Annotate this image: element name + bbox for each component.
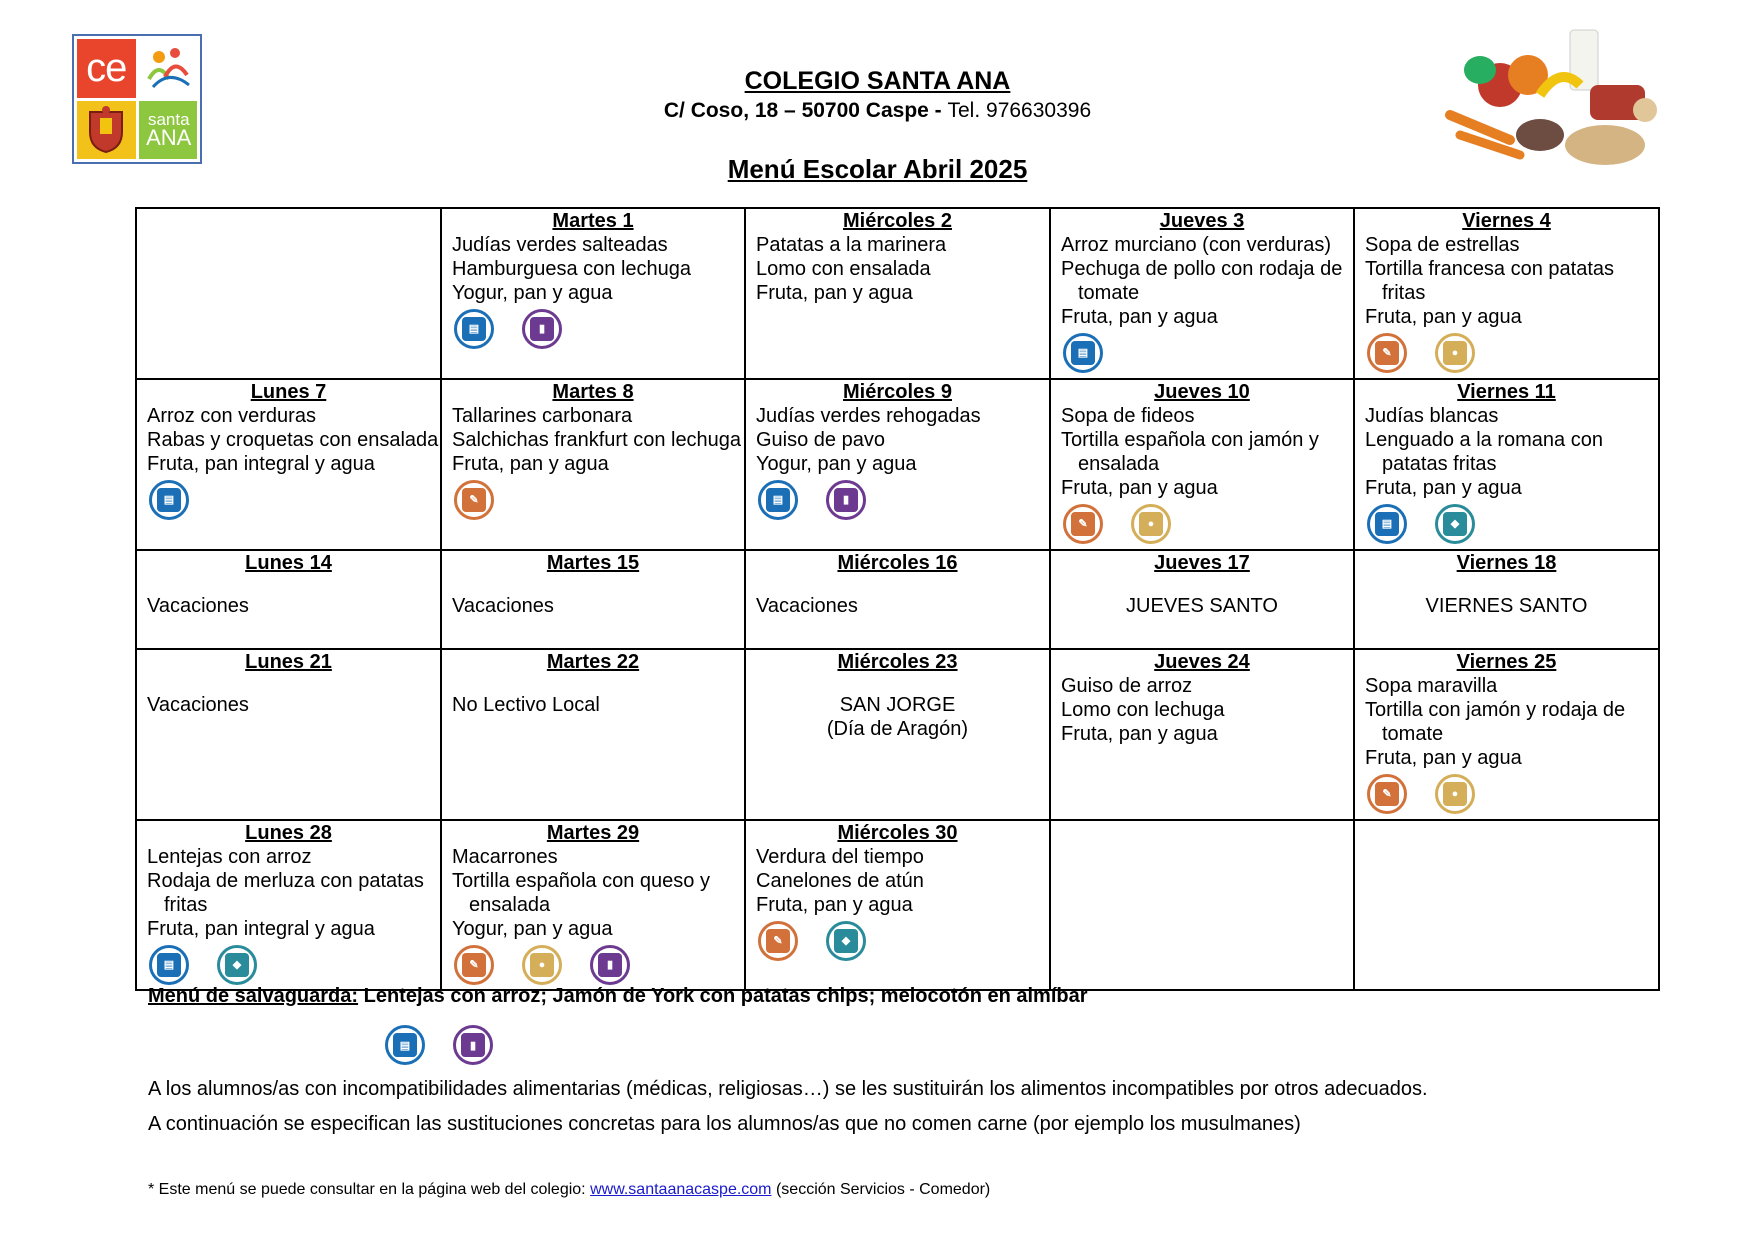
allergen-icons [756,921,1049,961]
day-cell [136,649,441,820]
day-cell [441,550,745,649]
day-cell [441,379,745,550]
gluten-icon-glyph: ✎ [1071,512,1095,536]
dish-item: Yogur, pan y agua [452,282,613,304]
day-heading: Jueves 3 [1159,210,1245,232]
day-cell [136,820,441,990]
dish-item: Lomo con lechuga [1061,699,1225,721]
day-cell [441,820,745,990]
dish-item: Fruta, pan y agua [756,894,913,916]
footer-suffix: (sección Servicios - Comedor) [771,1181,991,1198]
sulfitos-icon-glyph: ▤ [157,953,181,977]
empty-day-cell [1050,820,1354,990]
sulfitos-allergen-icon [385,1025,425,1065]
day-heading: Miércoles 23 [837,651,958,673]
safeguard-label: Menú de salvaguarda: [148,985,359,1007]
allergen-icons [756,480,1049,520]
day-heading: Jueves 24 [1154,651,1250,673]
menu-title: Menú Escolar Abril 2025 [727,154,1028,184]
day-note: VIERNES SANTO [1425,595,1588,617]
safeguard-menu [148,985,1088,1008]
day-heading: Lunes 28 [245,822,332,844]
day-heading: Miércoles 30 [837,822,958,844]
lacteos-allergen-icon [590,945,630,985]
empty-day-cell [1354,820,1659,990]
dish-item: Tortilla con jamón y rodaja de tomate [1365,699,1626,745]
huevo-icon-glyph: ● [530,953,554,977]
safeguard-icons [383,1025,493,1065]
lacteos-allergen-icon [522,309,562,349]
dish-item: Macarrones [452,846,558,868]
day-heading: Lunes 7 [250,381,327,403]
allergen-icons [452,945,744,985]
dish-item: Sopa de estrellas [1365,234,1520,256]
day-cell [745,208,1050,379]
logo-santa-text: santa [147,109,190,129]
day-heading: Viernes 18 [1456,552,1557,574]
dish-item: Fruta, pan y agua [1365,306,1522,328]
day-note: JUEVES SANTO [1126,595,1278,617]
sulfitos-allergen-icon [1063,333,1103,373]
day-cell [745,379,1050,550]
pescado-icon-glyph: ◆ [225,953,249,977]
lacteos-icon-glyph: ▮ [834,488,858,512]
dish-item: Tallarines carbonara [452,405,633,427]
dish-item: Arroz con verduras [147,405,316,427]
allergen-icons [147,945,440,985]
allergen-icons [1061,333,1353,373]
pescado-icon-glyph: ◆ [1443,512,1467,536]
day-cell [1354,208,1659,379]
logo-ce-text: ce [86,45,127,90]
gluten-allergen-icon [758,921,798,961]
sulfitos-icon-glyph: ▤ [1375,512,1399,536]
day-cell [441,208,745,379]
day-cell [136,379,441,550]
dish-item: Lenguado a la romana con patatas fritas [1365,429,1603,475]
safeguard-text: Lentejas con arroz; Jamón de York con patatas chips; melocotón en almíbar [358,985,1088,1007]
dish-item: Fruta, pan y agua [1061,723,1218,745]
school-street: C/ Coso, 18 – 50700 Caspe - [663,99,948,122]
dish-item: Judías blancas [1365,405,1499,427]
week-row [136,550,1659,649]
day-heading: Martes 8 [552,381,634,403]
dish-item: Lentejas con arroz [147,846,312,868]
day-cell [745,820,1050,990]
day-heading: Viernes 25 [1456,651,1557,673]
week-row [136,379,1659,550]
dish-item: Canelones de atún [756,870,924,892]
website-link[interactable]: www.santaanacaspe.com [590,1181,772,1198]
gluten-allergen-icon [1063,504,1103,544]
dish-item: Yogur, pan y agua [756,453,917,475]
sulfitos-icon-glyph: ▤ [462,317,486,341]
allergen-icons [1061,504,1353,544]
day-cell [1050,208,1354,379]
day-note: Vacaciones [147,595,249,617]
lacteos-allergen-icon [826,480,866,520]
footer-note [148,1181,990,1199]
day-note: SAN JORGE [839,694,956,716]
allergen-icons [452,309,744,349]
day-cell [1354,379,1659,550]
gluten-icon-glyph: ✎ [462,488,486,512]
sulfitos-icon-glyph: ▤ [766,488,790,512]
day-cell [441,649,745,820]
day-note: Vacaciones [147,694,249,716]
day-cell [1050,649,1354,820]
sulfitos-allergen-icon [454,309,494,349]
dish-item: Salchichas frankfurt con lechuga [452,429,742,451]
day-heading: Jueves 10 [1154,381,1250,403]
allergen-icons [1365,504,1658,544]
dish-item: Sopa de fideos [1061,405,1195,427]
school-name: COLEGIO SANTA ANA [744,67,1011,95]
gluten-allergen-icon [454,480,494,520]
day-cell [1050,379,1354,550]
huevo-allergen-icon [1131,504,1171,544]
huevo-icon-glyph: ● [1443,782,1467,806]
dish-item: Fruta, pan y agua [1365,747,1522,769]
gluten-allergen-icon [454,945,494,985]
sulfitos-allergen-icon [149,945,189,985]
menu-table [135,207,1660,991]
footer-prefix: * Este menú se puede consultar en la página web del colegio: [148,1181,591,1198]
allergen-icons [1365,774,1658,814]
sulfitos-allergen-icon [1367,504,1407,544]
day-note: Vacaciones [452,595,554,617]
huevo-icon-glyph: ● [1443,341,1467,365]
day-heading: Martes 29 [546,822,640,844]
day-cell [136,550,441,649]
school-phone: Tel. 976630396 [947,99,1092,122]
dish-item: Fruta, pan y agua [1061,306,1218,328]
lacteos-icon-glyph: ▮ [598,953,622,977]
sulfitos-icon-glyph: ▤ [393,1033,417,1057]
dish-item: Verdura del tiempo [756,846,924,868]
pescado-allergen-icon [1435,504,1475,544]
dish-item: Fruta, pan integral y agua [147,453,375,475]
day-heading: Martes 22 [546,651,640,673]
day-heading: Viernes 4 [1462,210,1551,232]
empty-day-cell [136,208,441,379]
dish-item: Tortilla española con jamón y ensalada [1061,429,1319,475]
day-heading: Lunes 21 [245,651,332,673]
day-cell [1354,649,1659,820]
dish-item: Arroz murciano (con verduras) [1061,234,1332,256]
huevo-allergen-icon [1435,774,1475,814]
lacteos-icon-glyph: ▮ [530,317,554,341]
allergen-icons [147,480,440,520]
day-heading: Jueves 17 [1154,552,1250,574]
allergen-icons [1365,333,1658,373]
dish-item: Fruta, pan y agua [1061,477,1218,499]
day-cell [1354,550,1659,649]
day-heading: Lunes 14 [245,552,332,574]
gluten-allergen-icon [1367,774,1407,814]
huevo-allergen-icon [522,945,562,985]
day-cell [745,649,1050,820]
day-heading: Miércoles 2 [843,210,952,232]
sulfitos-icon-glyph: ▤ [1071,341,1095,365]
gluten-icon-glyph: ✎ [1375,341,1399,365]
week-row [136,208,1659,379]
dish-item: Hamburguesa con lechuga [452,258,692,280]
pescado-icon-glyph: ◆ [834,929,858,953]
note-incompatibilities: A los alumnos/as con incompatibilidades alimentarias (médicas, religiosas…) se les sustituirán los alimentos incompatibles por otros adecuados. [148,1078,1428,1100]
dish-item: Sopa maravilla [1365,675,1498,697]
dish-item: Pechuga de pollo con rodaja de tomate [1061,258,1343,304]
logo-ana-text: ANA [146,124,192,150]
dish-item: Judías verdes salteadas [452,234,668,256]
dish-item: Guiso de pavo [756,429,885,451]
dish-item: Fruta, pan y agua [452,453,609,475]
note-substitutions: A continuación se especifican las sustituciones concretas para los alumnos/as que no comen carne (por ejemplo los musulmanes) [148,1113,1301,1135]
dish-item: Tortilla francesa con patatas fritas [1365,258,1615,304]
day-heading: Martes 15 [546,552,640,574]
dish-item: Lomo con ensalada [756,258,931,280]
dish-item: Fruta, pan y agua [1365,477,1522,499]
dish-item: Judías verdes rehogadas [756,405,981,427]
dish-item: Fruta, pan integral y agua [147,918,375,940]
gluten-icon-glyph: ✎ [1375,782,1399,806]
gluten-icon-glyph: ✎ [766,929,790,953]
dish-item: Guiso de arroz [1061,675,1193,697]
sulfitos-allergen-icon [149,480,189,520]
lacteos-allergen-icon [453,1025,493,1065]
school-address [0,99,1755,123]
sulfitos-icon-glyph: ▤ [157,488,181,512]
dish-item: Rabas y croquetas con ensalada [147,429,439,451]
day-note: Vacaciones [756,595,858,617]
week-row [136,649,1659,820]
allergen-icons [452,480,744,520]
day-cell [745,550,1050,649]
dish-item: Fruta, pan y agua [756,282,913,304]
dish-item: Rodaja de merluza con patatas fritas [147,870,424,916]
huevo-allergen-icon [1435,333,1475,373]
week-row [136,820,1659,990]
pescado-allergen-icon [217,945,257,985]
food-picture [1440,25,1665,170]
dish-item: Yogur, pan y agua [452,918,613,940]
day-note-secondary: (Día de Aragón) [826,718,969,740]
pescado-allergen-icon [826,921,866,961]
dish-item: Tortilla española con queso y ensalada [452,870,710,916]
lacteos-icon-glyph: ▮ [461,1033,485,1057]
day-heading: Miércoles 16 [837,552,958,574]
day-heading: Viernes 11 [1457,381,1556,403]
huevo-icon-glyph: ● [1139,512,1163,536]
day-note: No Lectivo Local [452,694,600,716]
day-heading: Miércoles 9 [843,381,952,403]
gluten-allergen-icon [1367,333,1407,373]
gluten-icon-glyph: ✎ [462,953,486,977]
day-cell [1050,550,1354,649]
dish-item: Patatas a la marinera [756,234,947,256]
sulfitos-allergen-icon [758,480,798,520]
day-heading: Martes 1 [552,210,634,232]
